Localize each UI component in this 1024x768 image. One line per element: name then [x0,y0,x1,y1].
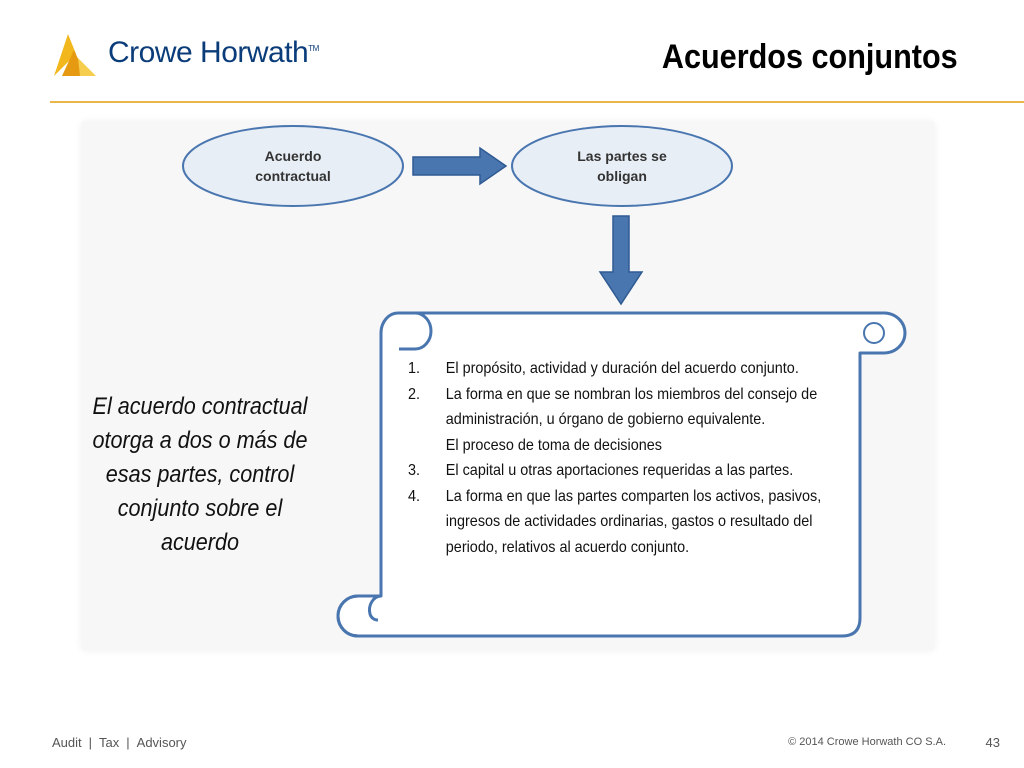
list-item [408,458,822,484]
list-item [408,356,822,382]
footer-separator: | [126,735,130,750]
arrow-down-icon [600,216,642,304]
list-item-number: 1. [408,360,421,377]
list-item-number: 4. [408,487,421,505]
page-title: Acuerdos conjuntos [662,38,958,76]
footer-services [52,735,187,750]
page-number: 43 [985,735,1000,750]
node-left-label: Acuerdo contractual [255,148,331,184]
footer-copyright: © 2014 Crowe Horwath CO S.A. [788,736,946,748]
list-item [408,484,822,561]
logo-text: Crowe Horwath™ [108,36,319,69]
footer-service-audit: Audit [52,735,82,750]
list-item-extra: El proceso de toma de decisiones [445,436,662,454]
list-item-text: El propósito, actividad y duración del acuerdo conjunto. [445,360,799,377]
list-item-text: La forma en que las partes comparten los activos, pasivos, ingresos de actividades ordinarias, gastos o resultado del periodo, relativos al acuerdo conjunto. [445,487,822,556]
footer-service-tax: Tax [99,735,120,750]
list-item-body [446,382,822,459]
node-right-label: Las partes se obligan [577,148,667,184]
list-item-text: La forma en que se nombran los miembros del consejo de administración, u órgano de gobierno equivalente. [445,385,818,428]
quote-text: El acuerdo contractual otorga a dos o más de esas partes, control conjunto sobre el acuerdo [92,393,308,556]
list-item [408,382,822,459]
list-item-number: 3. [408,462,421,479]
requirements-list [408,356,822,560]
list-item-text: El capital u otras aportaciones requeridas a las partes. [445,462,794,479]
list-item-number: 2. [408,385,421,403]
footer-service-advisory: Advisory [136,735,187,750]
arrow-right-icon [413,148,506,184]
footer-separator: | [88,735,93,750]
